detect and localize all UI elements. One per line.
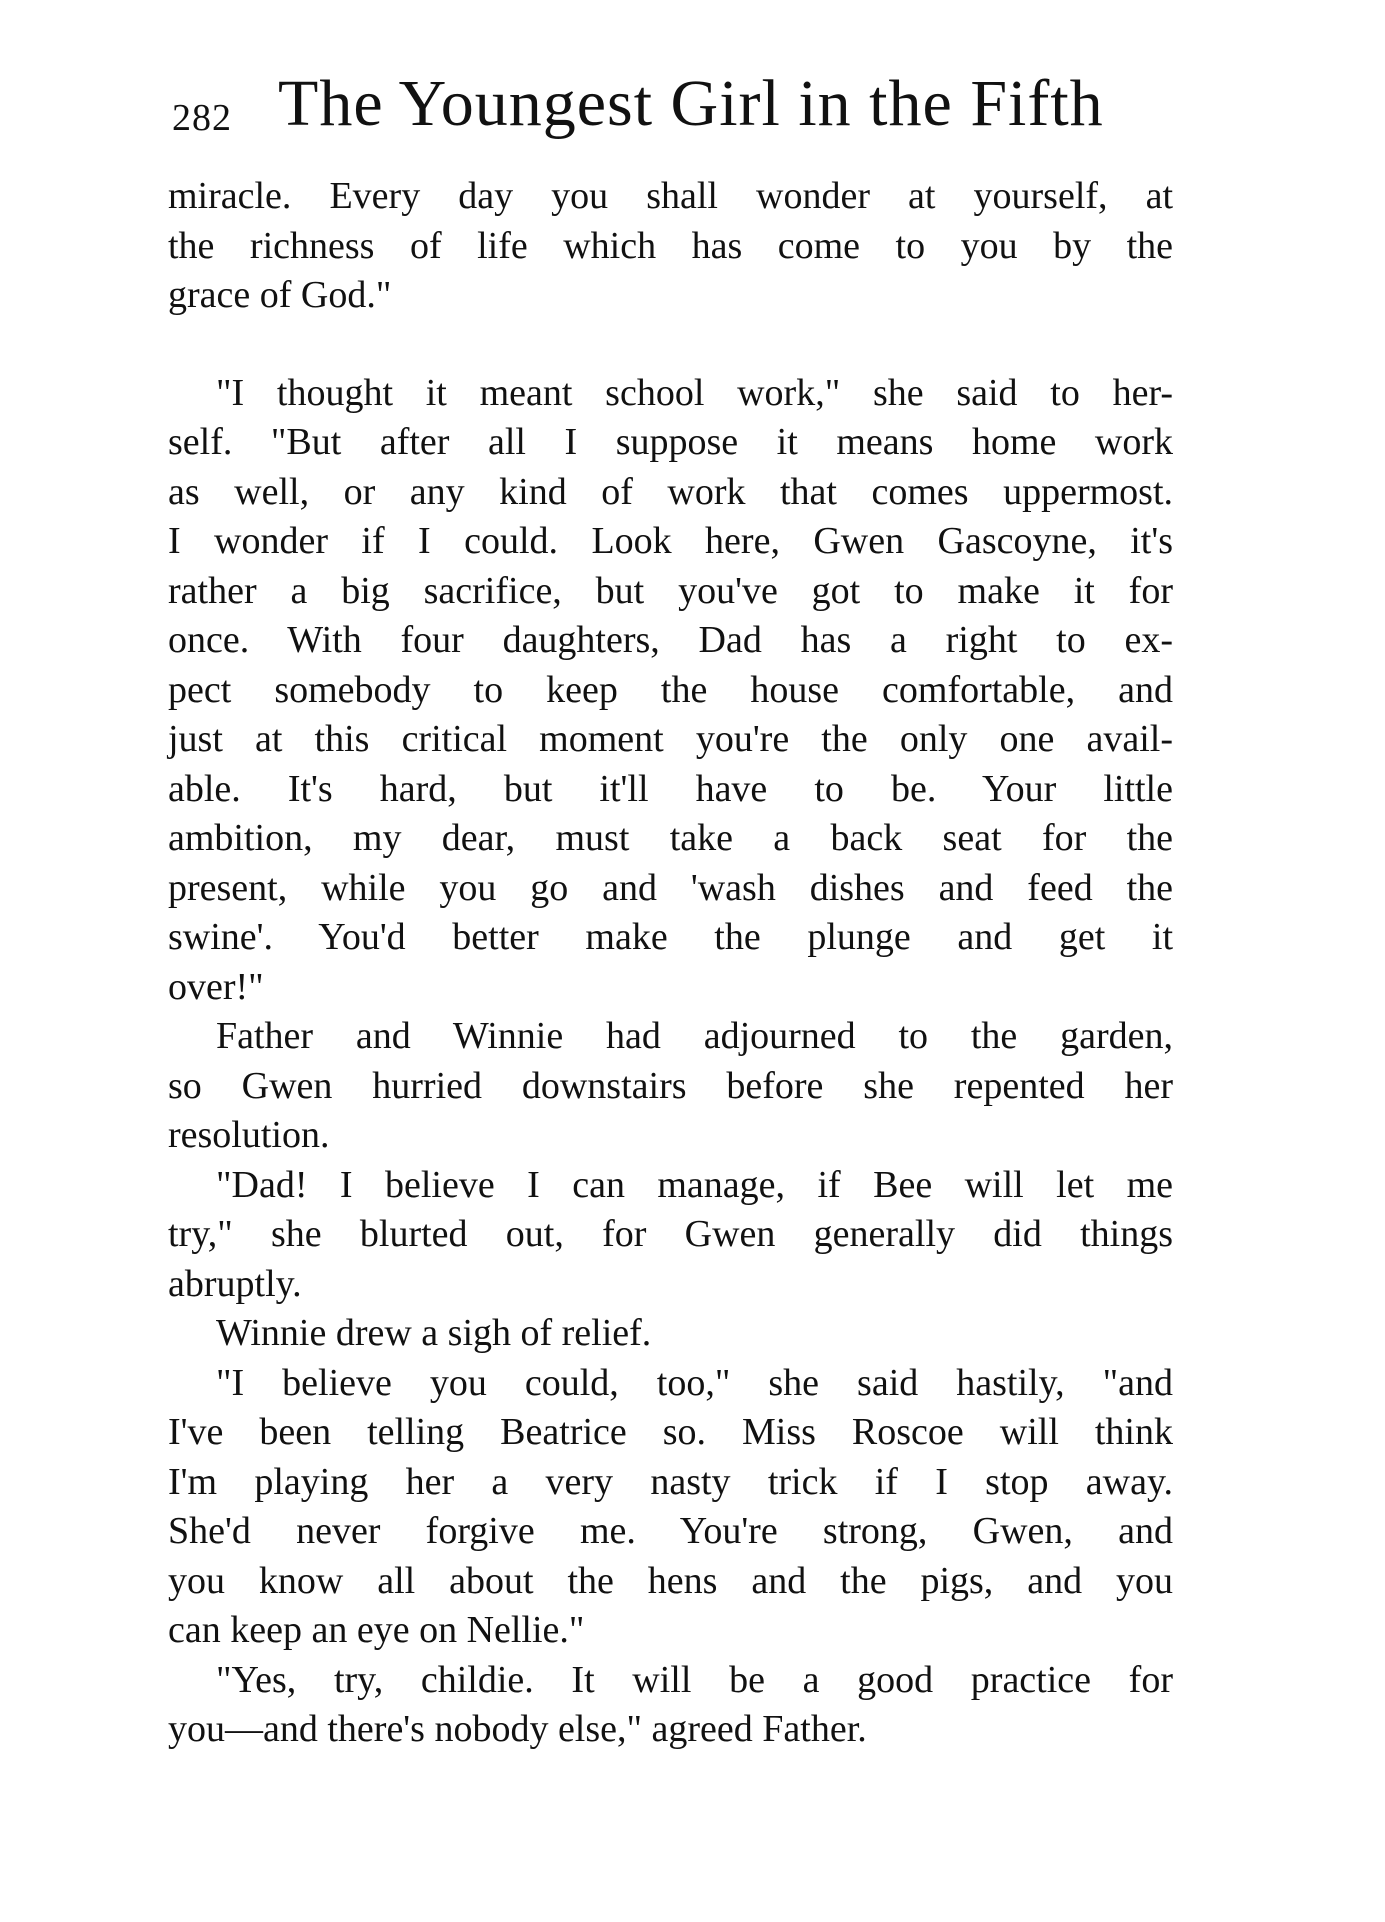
text-line: as well, or any kind of work that comes uppermost. [168,470,1173,513]
page-number: 282 [172,97,232,139]
text-line: try," she blurted out, for Gwen generally did things [168,1213,1173,1255]
text-line: once. With four daughters, Dad has a right to ex- [168,619,1173,661]
text-line: the richness of life which has come to you by the [168,224,1173,267]
text-line: rather a big sacrifice, but you've got to make it for [168,569,1173,612]
page-header [168,66,1178,146]
text-line: self. "But after all I suppose it means home work [168,421,1173,463]
text-line: you know all about the hens and the pigs, and you [168,1559,1173,1602]
text-line: grace of God." [168,274,392,316]
text-line: resolution. [168,1114,330,1156]
text-line: I've been telling Beatrice so. Miss Roscoe will think [168,1411,1173,1453]
paragraph-break [168,321,1173,369]
running-title: The Youngest Girl in the Fifth [278,67,1104,140]
text-line: "I thought it meant school work," she said to her- [216,371,1173,414]
text-line: abruptly. [168,1262,302,1305]
text-line: you—and there's nobody else," agreed Father. [168,1708,867,1750]
text-line: "Yes, try, childie. It will be a good practice for [216,1658,1173,1701]
text-line: so Gwen hurried downstairs before she repented her [168,1064,1173,1107]
text-line: I'm playing her a very nasty trick if I stop away. [168,1460,1173,1503]
text-line: "Dad! I believe I can manage, if Bee will let me [216,1163,1173,1206]
text-line: I wonder if I could. Look here, Gwen Gascoyne, it's [168,520,1173,562]
text-line: Father and Winnie had adjourned to the garden, [216,1015,1173,1057]
text-line: pect somebody to keep the house comfortable, and [168,668,1173,711]
text-line: ambition, my dear, must take a back seat for the [168,817,1173,859]
text-line: can keep an eye on Nellie." [168,1609,585,1651]
text-line: able. It's hard, but it'll have to be. Your little [168,767,1173,810]
text-line: miracle. Every day you shall wonder at yourself, at [168,175,1173,217]
text-line: She'd never forgive me. You're strong, Gwen, and [168,1510,1173,1552]
text-line: swine'. You'd better make the plunge and get it [168,916,1173,958]
text-line: just at this critical moment you're the only one avail- [168,718,1173,760]
text-line: Winnie drew a sigh of relief. [216,1312,652,1354]
text-line: "I believe you could, too," she said hastily, "and [216,1361,1173,1404]
body-text [168,172,1173,1755]
text-line: present, while you go and 'wash dishes and feed the [168,866,1173,909]
text-line: over!" [168,965,264,1008]
